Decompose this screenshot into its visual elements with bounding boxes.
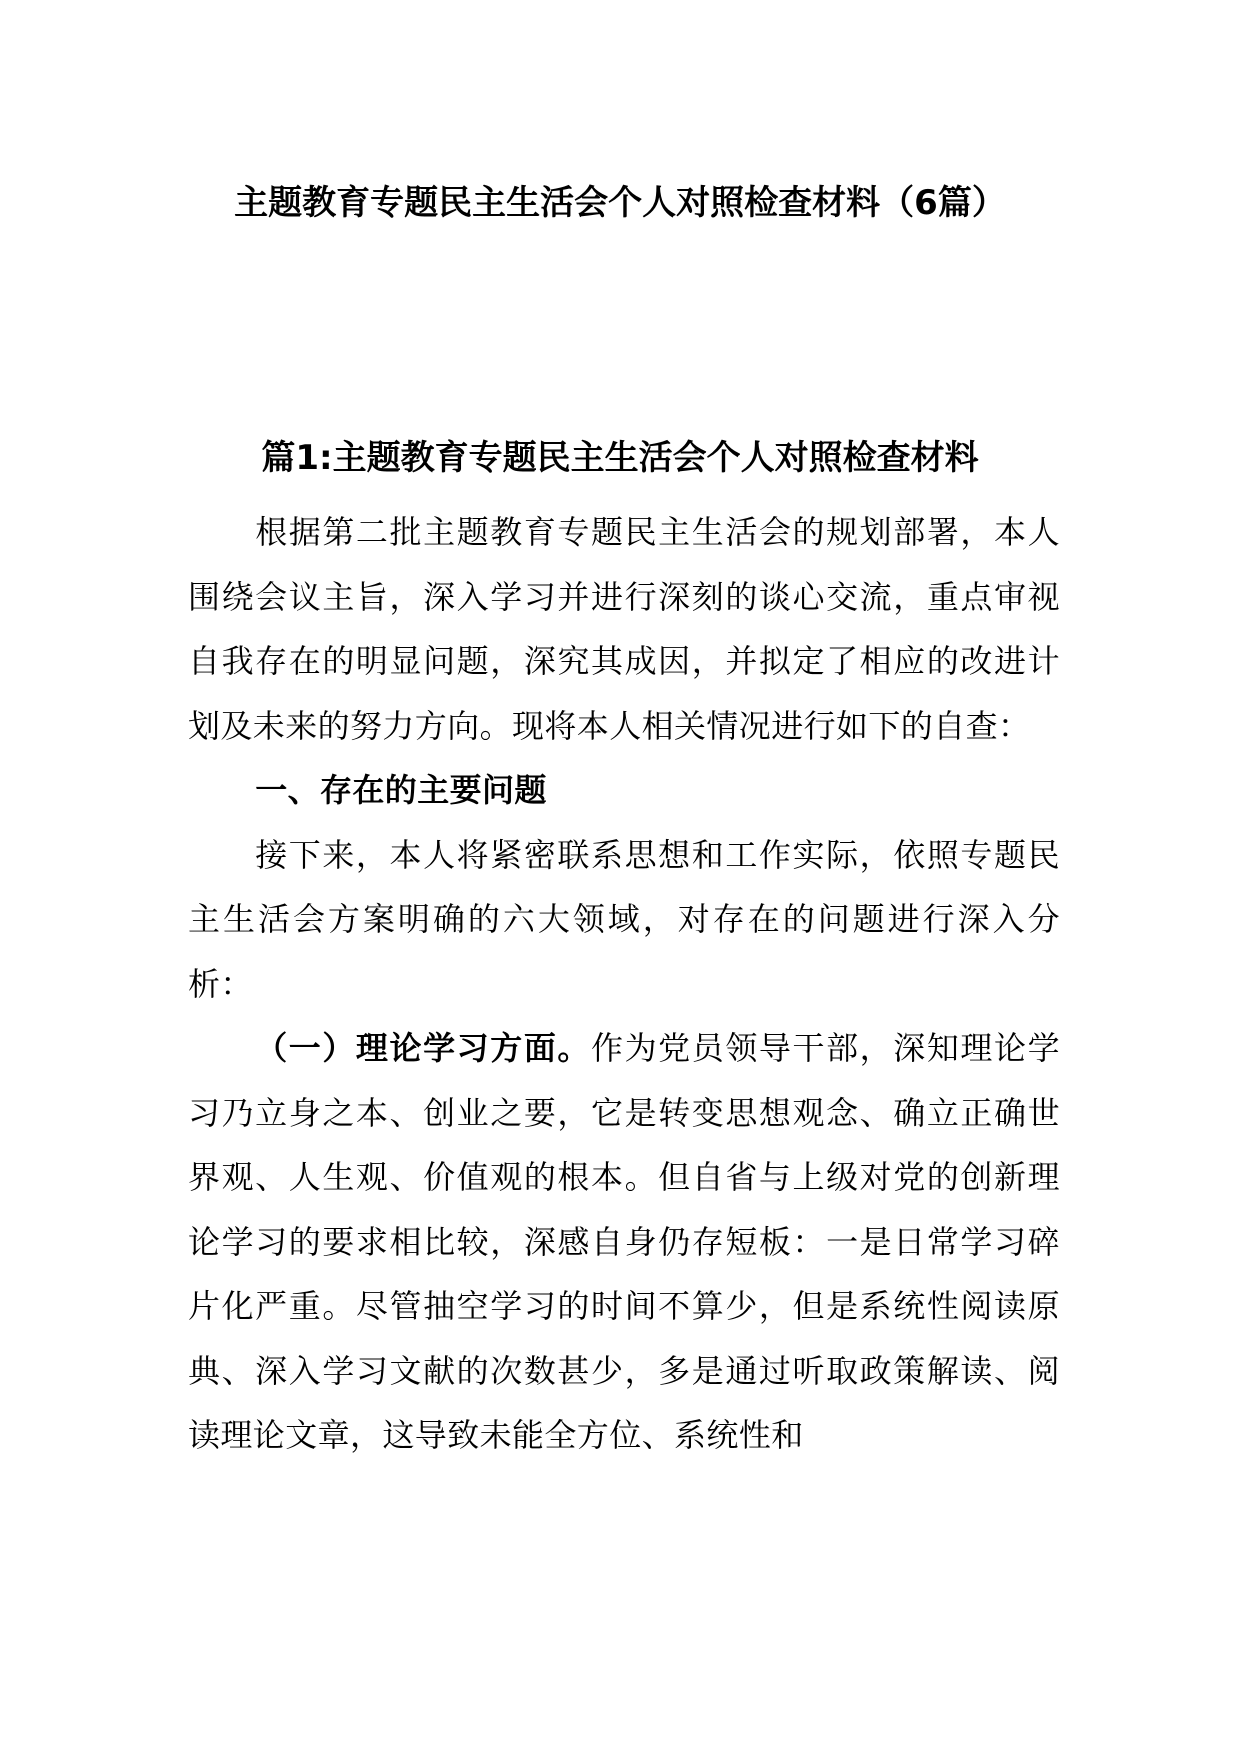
intro-paragraph: 根据第二批主题教育专题民主生活会的规划部署，本人围绕会议主旨，深入学习并进行深刻的谈心交流，重点审视自我存在的明显问题，深究其成因，并拟定了相应的改进计划及未来的努力方向。现将本人相关情况进行如下的自查： <box>188 513 1060 745</box>
document-body <box>188 500 1060 1468</box>
paragraph-theory-study <box>188 1016 1060 1468</box>
subheading-theory-study: （一）理论学习方面。 <box>255 1029 592 1067</box>
section-title: 篇1:主题教育专题民主生活会个人对照检查材料 <box>261 438 979 478</box>
document-title: 主题教育专题民主生活会个人对照检查材料（6篇） <box>234 183 1006 223</box>
paragraph-analysis: 接下来，本人将紧密联系思想和工作实际，依照专题民主生活会方案明确的六大领域，对存在的问题进行深入分析： <box>188 835 1060 1003</box>
heading-main-problems: 一、存在的主要问题 <box>255 771 547 809</box>
paragraph-theory-study-text: 作为党员领导干部，深知理论学习乃立身之本、创业之要，它是转变思想观念、确立正确世界观、人生观、价值观的根本。但自省与上级对党的创新理论学习的要求相比较，深感自身仍存短板：一是日常学习碎片化严重。尽管抽空学习的时间不算少，但是系统性阅读原典、深入学习文献的次数甚少，多是通过听取政策解读、阅读理论文章，这导致未能全方位、系统性和 <box>188 1029 1060 1454</box>
